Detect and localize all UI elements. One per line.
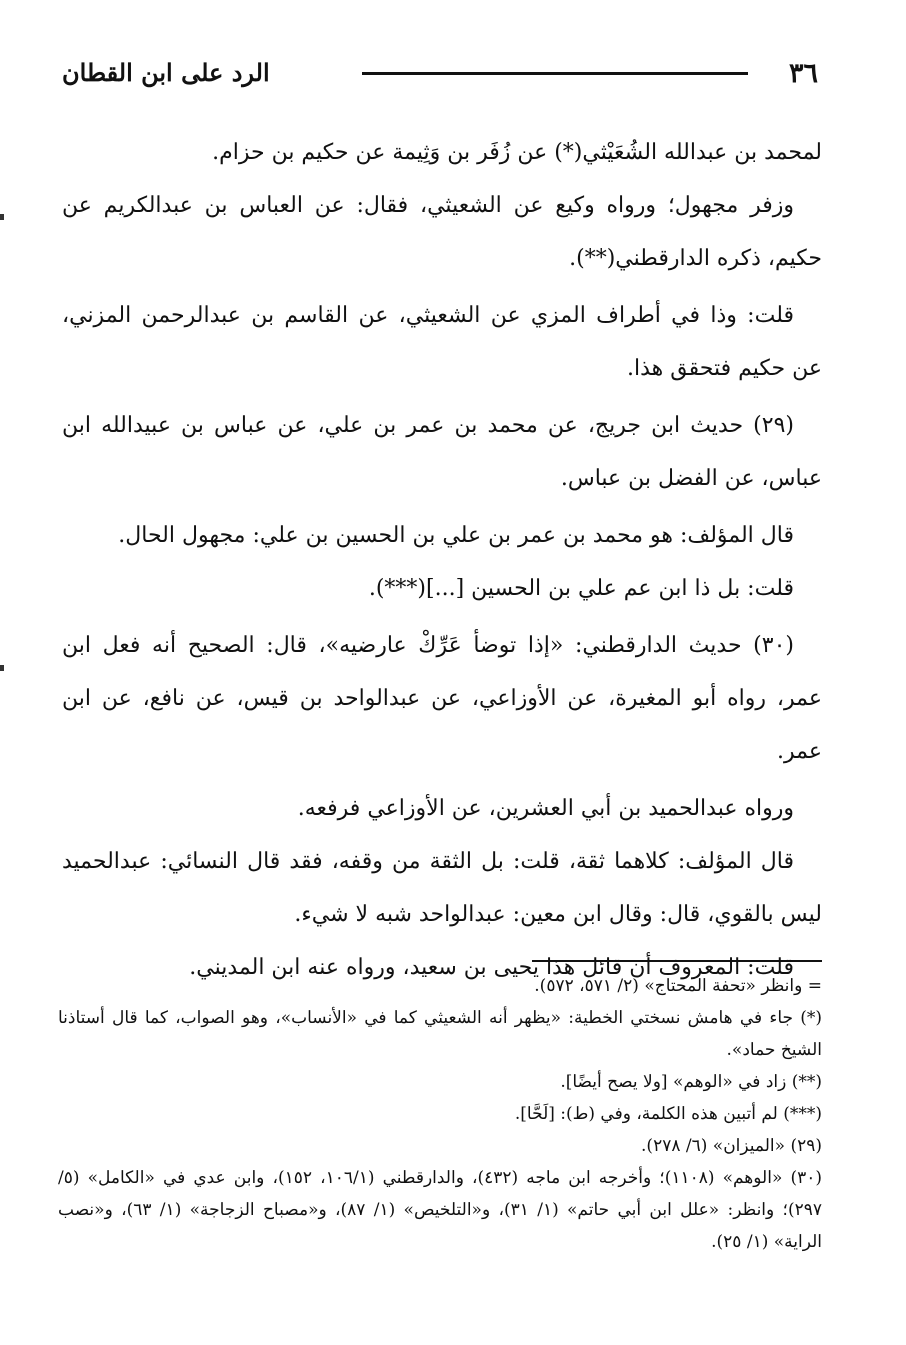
body-paragraph: قلت: بل ذا ابن عم علي بن الحسين [...](***). xyxy=(368,576,794,601)
footnote-rule xyxy=(532,960,822,962)
entry-30: (٣٠) حديث الدارقطني: «إذا توضأ عَرِّكْ عارضيه»، قال: الصحيح أنه فعل ابن عمر، رواه أبو المغيرة، عن الأوزاعي، عن عبدالواحد بن قيس، عن نافع، عن ابن عمر. xyxy=(62,633,822,764)
main-text xyxy=(62,126,822,994)
entry-29: (٢٩) حديث ابن جريج، عن محمد بن عمر بن علي، عن عباس بن عبيدالله ابن عباس، عن الفضل بن عباس. xyxy=(62,413,822,491)
page-header xyxy=(62,56,826,98)
body-paragraph: قال المؤلف: كلاهما ثقة، قلت: بل الثقة من وقفه، فقد قال النسائي: عبدالحميد ليس بالقوي، قال: وقال ابن معين: عبدالواحد شبه لا شيء. xyxy=(62,849,822,927)
body-paragraph: وزفر مجهول؛ ورواه وكيع عن الشعيثي، فقال: عن العباس بن عبدالكريم عن حكيم، ذكره الدارقطني(**). xyxy=(62,193,822,271)
body-paragraph: قلت: المعروف أن قائل هذا يحيى بن سعيد، ورواه عنه ابن المديني. xyxy=(189,955,794,980)
scan-edge-mark xyxy=(0,214,4,220)
footnote: (***) لم أتبين هذه الكلمة، وفي (ط): [لَحَّا]. xyxy=(514,1104,822,1124)
scan-edge-mark xyxy=(0,665,4,671)
running-title: الرد على ابن القطان xyxy=(62,58,270,87)
footnote: = وانظر «تحفة المحتاج» (٢/ ٥٧١، ٥٧٢). xyxy=(534,976,822,996)
footnote: (**) زاد في «الوهم» [ولا يصح أيضًا]. xyxy=(560,1072,822,1092)
header-rule xyxy=(362,72,748,75)
footnote: (٣٠) «الوهم» (١١٠٨)؛ وأخرجه ابن ماجه (٤٣٢)، والدارقطني (١٠٦/١، ١٥٢)، وابن عدي في «الكامل» (٥/ ٢٩٧)؛ وانظر: «علل ابن أبي حاتم» (١/ ٣١)، و«التلخيص» (١/ ٨٧)، و«مصباح الزجاجة» (١/ ٦٣)، و«نصب الراية» (١/ ٢٥). xyxy=(58,1168,822,1252)
footnote: (*) جاء في هامش نسختي الخطية: «يظهر أنه الشعيثي كما في «الأنساب»، وهو الصواب، كما قال أستاذنا الشيخ حماد». xyxy=(58,1008,822,1060)
page-number: ٣٦ xyxy=(788,58,818,89)
footnote: (٢٩) «الميزان» (٦/ ٢٧٨). xyxy=(641,1136,822,1156)
body-paragraph: ورواه عبدالحميد بن أبي العشرين، عن الأوزاعي فرفعه. xyxy=(297,796,794,821)
body-paragraph: قال المؤلف: هو محمد بن عمر بن علي بن الحسين بن علي: مجهول الحال. xyxy=(118,523,794,548)
body-paragraph: قلت: وذا في أطراف المزي عن الشعيثي، عن القاسم بن عبدالرحمن المزني، عن حكيم فتحقق هذا. xyxy=(62,303,822,381)
footnotes xyxy=(58,960,822,1258)
body-paragraph: لمحمد بن عبدالله الشُعَيْثي(*) عن زُفَر بن وَثِيمة عن حكيم بن حزام. xyxy=(212,140,822,165)
